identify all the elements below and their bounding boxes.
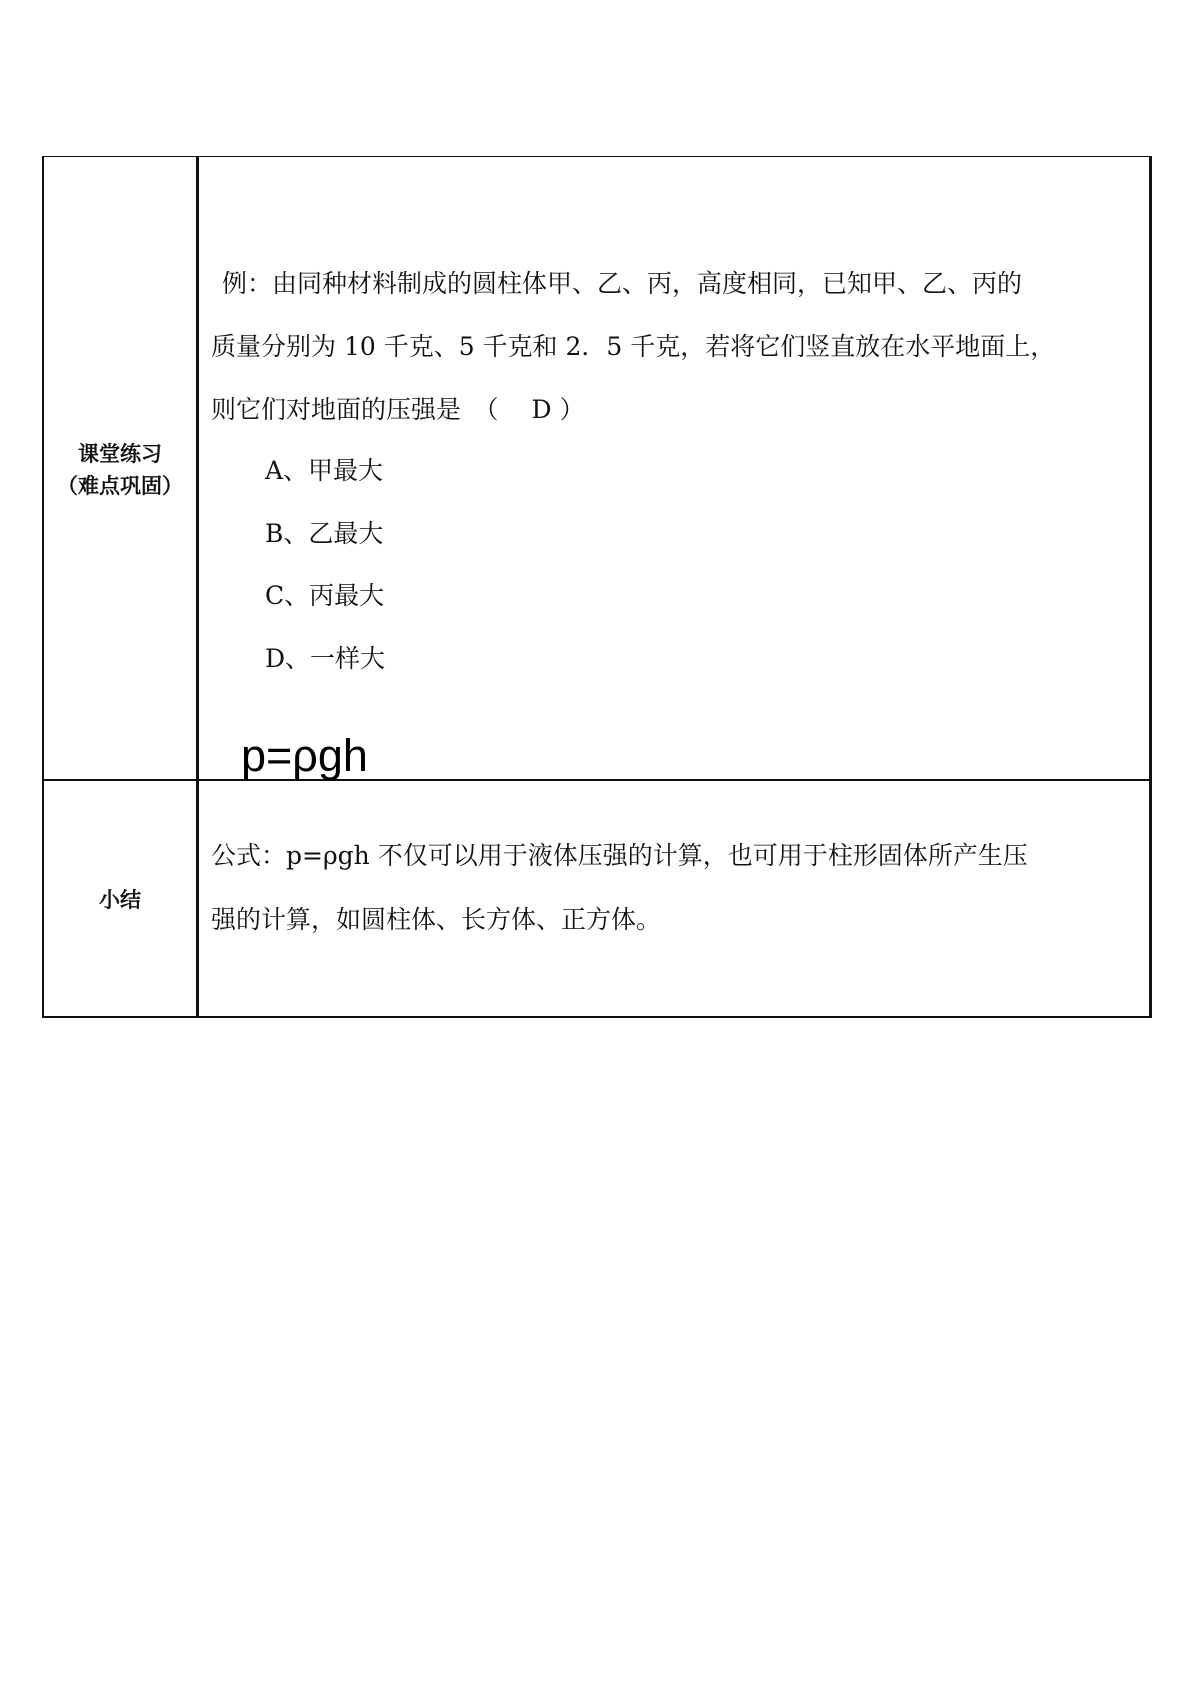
- question-line-2: 质量分别为 10 千克、5 千克和 2．5 千克，若将它们竖直放在水平地面上，: [211, 332, 1056, 361]
- practice-label-line1: 课堂练习: [78, 442, 162, 466]
- formula-text: p=ρgh: [241, 730, 368, 781]
- practice-label-line2: （难点巩固）: [57, 474, 183, 498]
- option-b: B、乙最大: [265, 519, 384, 548]
- practice-row-label: [44, 438, 196, 502]
- question-line-1: 例：由同种材料制成的圆柱体甲、乙、丙，高度相同，已知甲、乙、丙的: [222, 269, 1023, 298]
- option-d: D、一样大: [265, 644, 386, 673]
- summary-row-label: 小结: [99, 888, 141, 912]
- option-a: A、甲最大: [265, 456, 384, 485]
- column-divider: [196, 156, 199, 1018]
- summary-line-2: 强的计算，如圆柱体、长方体、正方体。: [211, 905, 662, 934]
- question-line-3: 则它们对地面的压强是 （ D ）: [211, 395, 585, 424]
- row-divider: [42, 779, 1152, 781]
- summary-line-1: 公式：p=ρgh 不仅可以用于液体压强的计算，也可用于柱形固体所产生压: [211, 841, 1028, 870]
- option-c: C、丙最大: [265, 581, 385, 610]
